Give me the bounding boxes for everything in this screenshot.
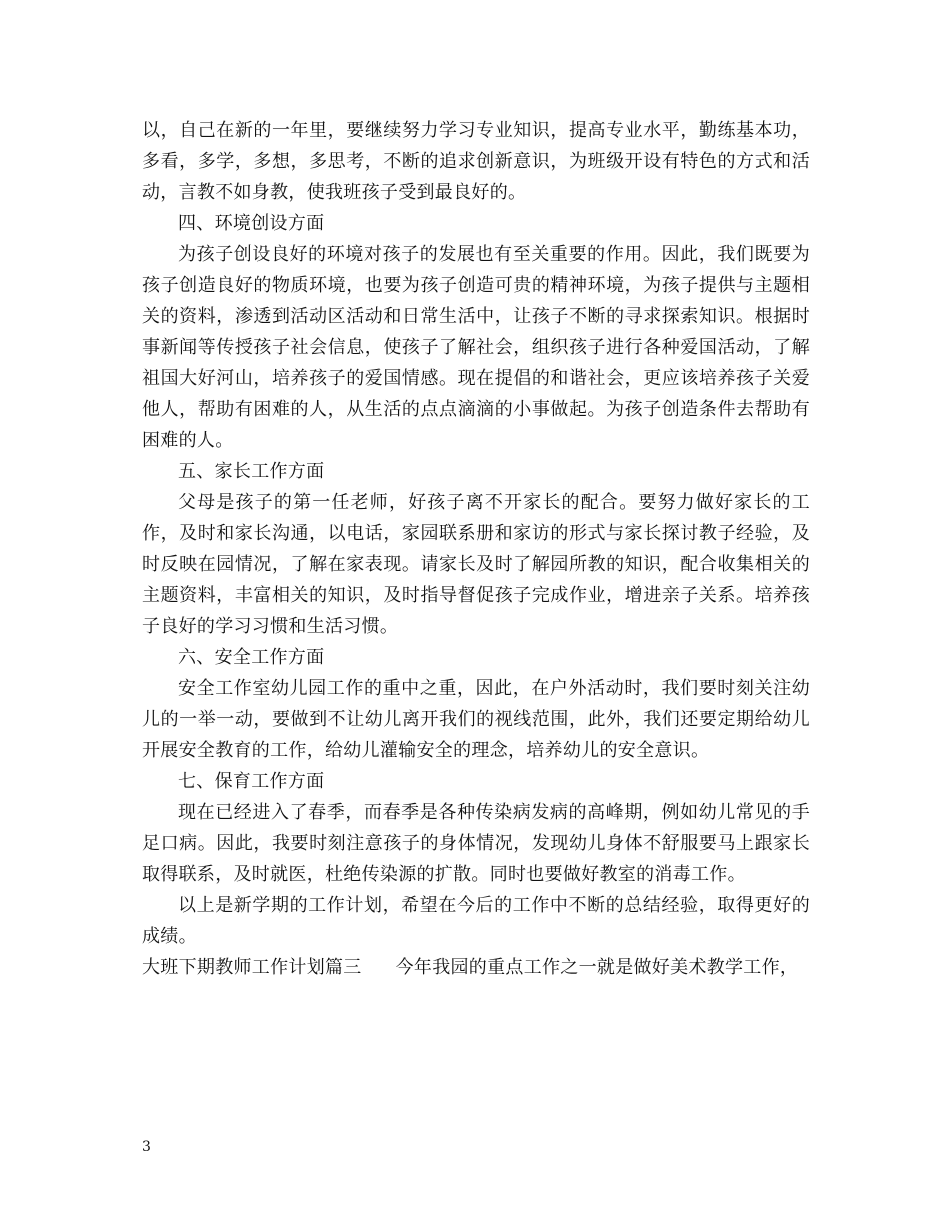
paragraph-continuation: 以，自己在新的一年里，要继续努力学习专业知识，提高专业水平，勤练基本功，多看，多学，多想，多思考，不断的追求创新意识，为班级开设有特色的方式和活动，言教不如身教，使我班孩子受到最良好的。 bbox=[142, 120, 810, 203]
paragraph-safety: 安全工作室幼儿园工作的重中之重，因此，在户外活动时，我们要时刻关注幼儿的一举一动，要做到不让幼儿离开我们的视线范围，此外，我们还要定期给幼儿开展安全教育的工作，给幼儿灌输安全的理念，培养幼儿的安全意识。 bbox=[142, 678, 810, 761]
paragraph-care: 现在已经进入了春季，而春季是各种传染病发病的高峰期，例如幼儿常见的手足口病。因此，我要时刻注意孩子的身体情况，发现幼儿身体不舒服要马上跟家长取得联系，及时就医，杜绝传染源的扩散。同时也要做好教室的消毒工作。 bbox=[142, 802, 810, 885]
paragraph-parents: 父母是孩子的第一任老师，好孩子离不开家长的配合。要努力做好家长的工作，及时和家长沟通，以电话，家园联系册和家访的形式与家长探讨教子经验，及时反映在园情况，了解在家表现。请家长及时了解园所教的知识，配合收集相关的主题资料，丰富相关的知识，及时指导督促孩子完成作业，增进亲子关系。培养孩子良好的学习习惯和生活习惯。 bbox=[142, 492, 810, 637]
section-heading-care: 七、保育工作方面 bbox=[178, 771, 325, 792]
document-body bbox=[142, 115, 810, 983]
paragraph-conclusion: 以上是新学期的工作计划，希望在今后的工作中不断的总结经验，取得更好的成绩。 bbox=[142, 895, 810, 947]
paragraph-environment: 为孩子创设良好的环境对孩子的发展也有至关重要的作用。因此，我们既要为孩子创造良好的物质环境，也要为孩子创造可贵的精神环境，为孩子提供与主题相关的资料，渗透到活动区活动和日常生活中，让孩子不断的寻求探索知识。根据时事新闻等传授孩子社会信息，使孩子了解社会，组织孩子进行各种爱国活动，了解祖国大好河山，培养孩子的爱国情感。现在提倡的和谐社会，更应该培养孩子关爱他人，帮助有困难的人，从生活的点点滴滴的小事做起。为孩子创造条件去帮助有困难的人。 bbox=[142, 244, 810, 451]
next-section-title: 大班下期教师工作计划篇三 bbox=[142, 957, 362, 978]
page-number: 3 bbox=[142, 1139, 151, 1155]
next-section-line bbox=[142, 952, 810, 983]
section-heading-safety: 六、安全工作方面 bbox=[178, 647, 325, 668]
section-heading-environment: 四、环境创设方面 bbox=[178, 213, 325, 234]
next-section-text: 今年我园的重点工作之一就是做好美术教学工作， bbox=[395, 957, 799, 978]
section-heading-parents: 五、家长工作方面 bbox=[178, 461, 325, 482]
